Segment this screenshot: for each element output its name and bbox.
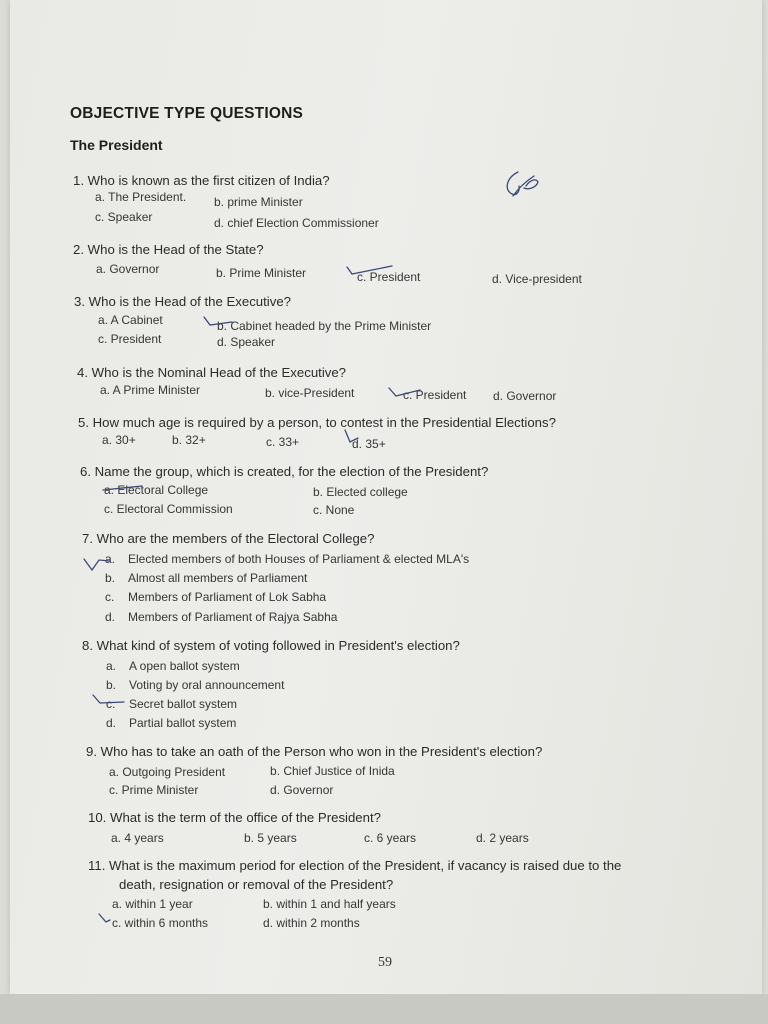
q8-option-a: A open ballot system — [129, 659, 240, 673]
q1-option-b: b. prime Minister — [214, 195, 303, 209]
q9-option-c: c. Prime Minister — [109, 783, 199, 797]
q3-option-a: a. A Cabinet — [98, 313, 163, 327]
q6-option-b: b. Elected college — [313, 485, 408, 499]
q7-option-d: Members of Parliament of Rajya Sabha — [128, 610, 338, 624]
q8-option-b-letter: b. — [106, 678, 117, 692]
q2-option-c: c. President — [357, 270, 421, 284]
q8-option-d-letter: d. — [106, 716, 117, 730]
q7-option-d-letter: d. — [105, 610, 116, 624]
question-3: 3. Who is the Head of the Executive? — [74, 294, 291, 309]
q6-option-c: c. Electoral Commission — [104, 502, 233, 516]
q7-option-b-letter: b. — [105, 571, 116, 585]
q4-option-c: c. President — [403, 388, 467, 402]
q5-option-c: c. 33+ — [266, 435, 300, 449]
q10-option-a: a. 4 years — [111, 831, 164, 845]
q2-option-d: d. Vice-president — [492, 272, 582, 286]
q1-option-d: d. chief Election Commissioner — [214, 216, 379, 230]
section-title: The President — [70, 137, 163, 153]
q4-option-d: d. Governor — [493, 389, 557, 403]
page-number: 59 — [378, 955, 392, 970]
question-6: 6. Name the group, which is created, for the election of the President? — [80, 464, 489, 479]
page-title: OBJECTIVE TYPE QUESTIONS — [70, 105, 304, 122]
question-7: 7. Who are the members of the Electoral College? — [82, 531, 375, 546]
q7-option-a: Elected members of both Houses of Parliament & elected MLA's — [128, 552, 470, 566]
question-1: 1. Who is known as the first citizen of India? — [73, 173, 330, 188]
question-9: 9. Who has to take an oath of the Person who won in the President's election? — [86, 744, 543, 759]
q8-option-a-letter: a. — [106, 659, 117, 673]
q11-option-a: a. within 1 year — [112, 897, 193, 911]
q8-option-d: Partial ballot system — [129, 716, 237, 730]
q11-option-d: d. within 2 months — [263, 916, 360, 930]
q3-option-b: b. Cabinet headed by the Prime Minister — [217, 319, 432, 333]
question-10: 10. What is the term of the office of the President? — [88, 810, 381, 825]
q7-option-c: Members of Parliament of Lok Sabha — [128, 590, 327, 604]
q6-option-d: c. None — [313, 503, 355, 517]
q11-option-c: c. within 6 months — [112, 916, 209, 930]
q10-option-b: b. 5 years — [244, 831, 297, 845]
question-5: 5. How much age is required by a person, to contest in the Presidential Elections? — [78, 415, 556, 430]
handwritten-initials — [507, 172, 538, 196]
q2-option-a: a. Governor — [96, 262, 160, 276]
q8-option-b: Voting by oral announcement — [129, 678, 285, 692]
q1-option-a: a. The President. — [95, 190, 187, 204]
q7-option-a-letter: a. — [105, 552, 116, 566]
q9-option-b: b. Chief Justice of Inida — [270, 764, 395, 778]
q7-option-c-letter: c. — [105, 590, 115, 604]
q10-option-d: d. 2 years — [476, 831, 529, 845]
q6-option-a: a. Electoral College — [104, 483, 209, 497]
question-11: 11. What is the maximum period for election of the President, if vacancy is raised due to the — [88, 858, 622, 873]
question-2: 2. Who is the Head of the State? — [73, 242, 264, 257]
q5-option-d: d. 35+ — [352, 437, 386, 451]
q8-option-c: Secret ballot system — [129, 697, 238, 711]
q7-option-b: Almost all members of Parliament — [128, 571, 308, 585]
q11-option-b: b. within 1 and half years — [263, 897, 396, 911]
q5-option-b: b. 32+ — [172, 433, 206, 447]
q9-option-a: a. Outgoing President — [109, 765, 226, 779]
q2-option-b: b. Prime Minister — [216, 266, 307, 280]
q5-option-a: a. 30+ — [102, 433, 136, 447]
q8-option-c-letter: c. — [106, 697, 116, 711]
question-8: 8. What kind of system of voting followed in President's election? — [82, 638, 460, 653]
q4-option-b: b. vice-President — [265, 386, 355, 400]
question-4: 4. Who is the Nominal Head of the Executive? — [77, 365, 347, 380]
tick-q11 — [99, 914, 110, 922]
q10-option-c: c. 6 years — [364, 831, 417, 845]
q3-option-c: c. President — [98, 332, 162, 346]
q4-option-a: a. A Prime Minister — [100, 383, 201, 397]
q3-option-d: d. Speaker — [217, 335, 276, 349]
table-surface — [0, 994, 768, 1024]
q9-option-d: d. Governor — [270, 783, 334, 797]
question-11-line-2: death, resignation or removal of the President? — [119, 877, 394, 892]
q1-option-c: c. Speaker — [95, 210, 153, 224]
